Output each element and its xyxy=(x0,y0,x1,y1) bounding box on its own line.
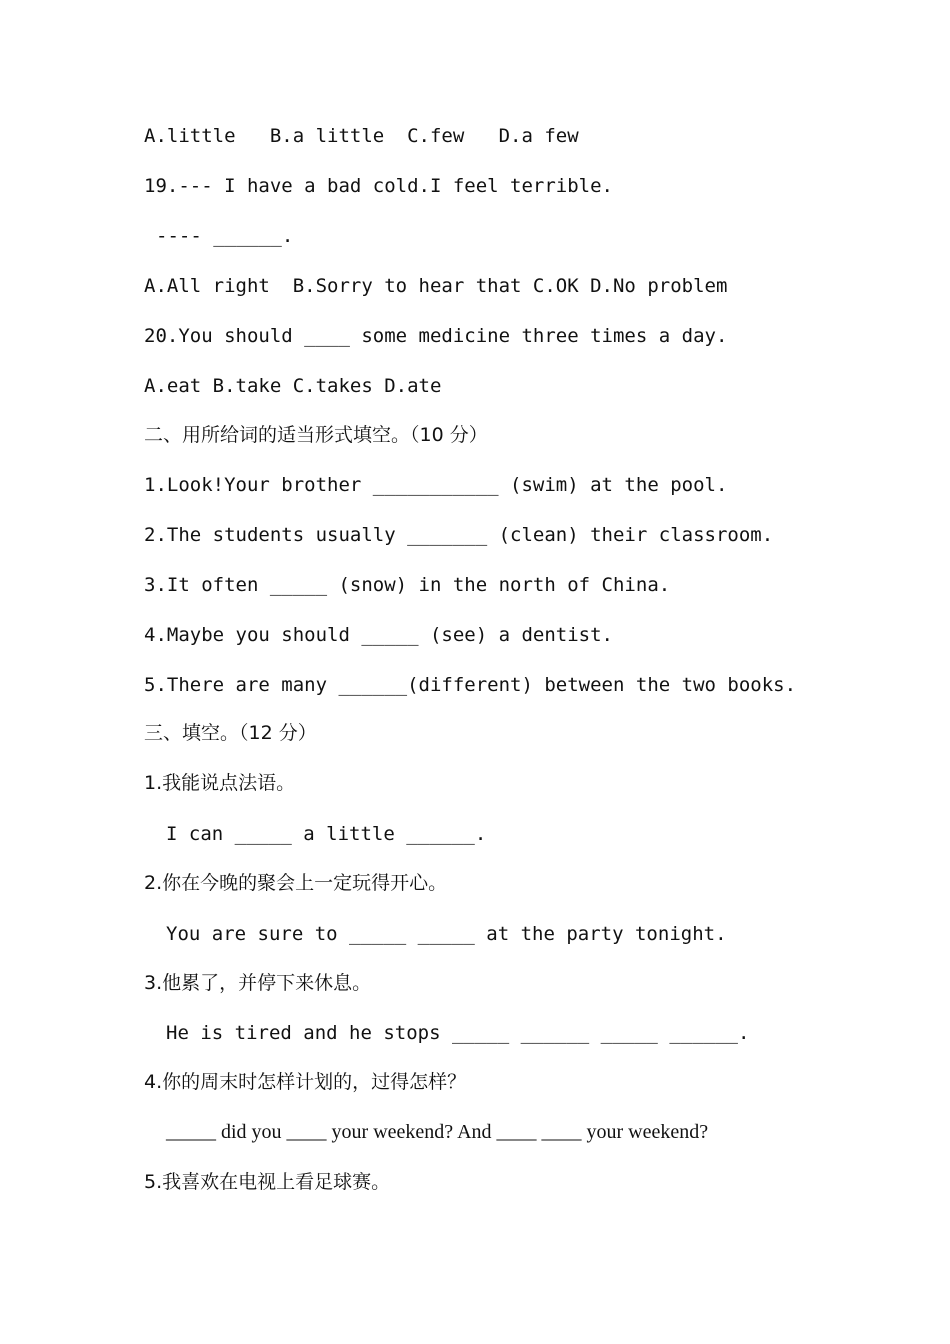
section-3-item-1-english: I can _____ a little ______. xyxy=(166,823,487,845)
section-2-item-5: 5.There are many ______(different) between the two books. xyxy=(144,674,797,696)
section-3-item-3-chinese: 3.他累了，并停下来休息。 xyxy=(144,972,372,994)
section-3-item-4-english: _____ did you ____ your weekend? And ____ ____ your weekend? xyxy=(166,1121,709,1143)
q19-options: A.All right B.Sorry to hear that C.OK D.No problem xyxy=(144,275,728,297)
section-2-item-4: 4.Maybe you should _____ (see) a dentist. xyxy=(144,624,613,646)
q19-question: 19.--- I have a bad cold.I feel terrible. xyxy=(144,175,613,197)
section-2-item-1: 1.Look!Your brother ___________ (swim) at the pool. xyxy=(144,474,728,496)
section-3-item-1-chinese: 1.我能说点法语。 xyxy=(144,772,296,794)
section-2-item-2: 2.The students usually _______ (clean) their classroom. xyxy=(144,524,774,546)
section-3-item-5-chinese: 5.我喜欢在电视上看足球赛。 xyxy=(144,1171,391,1193)
section-3-item-2-english: You are sure to _____ _____ at the party tonight. xyxy=(166,923,727,945)
section-3-item-3-english: He is tired and he stops _____ ______ _____ ______. xyxy=(166,1022,750,1044)
q18-options: A.little B.a little C.few D.a few xyxy=(144,125,579,147)
section-2-heading: 二、用所给词的适当形式填空。（10 分） xyxy=(144,424,488,446)
section-2-item-3: 3.It often _____ (snow) in the north of China. xyxy=(144,574,671,596)
q20-options: A.eat B.take C.takes D.ate xyxy=(144,375,442,397)
q19-answer-blank: ---- ______. xyxy=(156,225,294,247)
section-3-heading: 三、填空。（12 分） xyxy=(144,722,317,744)
q20-question: 20.You should ____ some medicine three times a day. xyxy=(144,325,728,347)
section-3-item-4-chinese: 4.你的周末时怎样计划的，过得怎样？ xyxy=(144,1071,467,1093)
section-3-item-2-chinese: 2.你在今晚的聚会上一定玩得开心。 xyxy=(144,872,448,894)
